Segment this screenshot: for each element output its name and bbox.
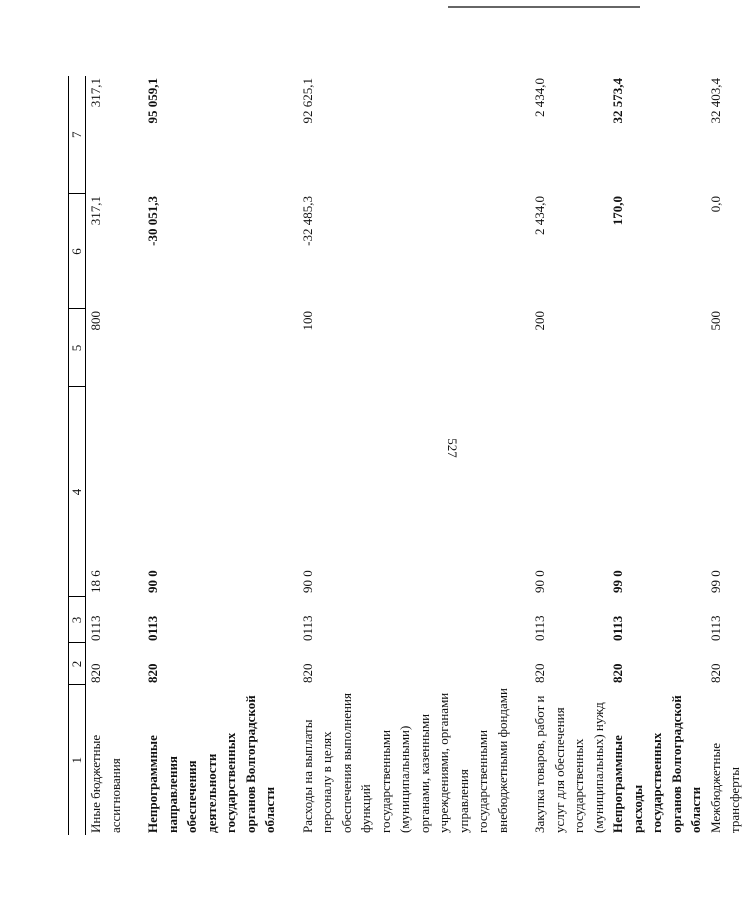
- cell-type: [608, 309, 706, 387]
- cell-code: 820: [532, 663, 547, 683]
- cell-total: 317,1: [88, 78, 103, 108]
- table-row: [608, 76, 706, 835]
- cell-target: 99 0: [707, 570, 723, 593]
- row-name: Расходы на выплаты персоналу в целях обеспечения выполнения функций государственными (муниципальными) органами, казенными учреждениями, органами управления государственными внебюджетными фондами: [299, 688, 510, 833]
- cell-target: 90 0: [532, 570, 547, 593]
- col-header-5: 5: [69, 309, 86, 387]
- cell-section: 0113: [532, 615, 547, 641]
- cell-code: 820: [145, 663, 160, 683]
- cell-target: 90 0: [145, 570, 160, 593]
- table-row: [298, 76, 513, 835]
- col-header-2: 2: [69, 643, 86, 685]
- cell-section: 0113: [610, 615, 625, 641]
- col-header-6: 6: [69, 194, 86, 309]
- cell-target: 99 0: [610, 570, 625, 593]
- cell-change: 170,0: [610, 196, 625, 226]
- budget-table: [68, 76, 745, 835]
- cell-total: 2 434,0: [532, 78, 547, 117]
- cell-type: 500: [707, 311, 723, 331]
- cell-change: 317,1: [88, 196, 103, 226]
- cell-total: 32 573,4: [610, 78, 625, 124]
- row-name: Непрограммные направления обеспечения деятельности государственных органов Волгоградской области: [145, 695, 277, 833]
- cell-target: 18 6: [88, 570, 103, 593]
- cell-change: -32 485,3: [299, 196, 315, 246]
- top-rule: [448, 6, 640, 8]
- cell-section: 0113: [707, 615, 723, 641]
- header-row: [69, 76, 86, 835]
- cell-total: 32 403,4: [707, 78, 723, 124]
- cell-code: 820: [299, 663, 315, 683]
- row-name: Непрограммные расходы государственных органов Волгоградской области: [610, 695, 703, 833]
- cell-change: 0,0: [707, 196, 723, 213]
- cell-code: 820: [88, 663, 103, 683]
- cell-total: 92 625,1: [299, 78, 315, 124]
- cell-section: 0113: [299, 615, 315, 641]
- cell-type: 100: [299, 311, 315, 331]
- cell-total: 95 059,1: [145, 78, 160, 124]
- row-name: Иные бюджетные ассигнования: [88, 734, 123, 833]
- cell-code: 820: [610, 663, 625, 683]
- page-number: 527: [444, 438, 460, 458]
- cell-section: 0113: [88, 615, 103, 641]
- col-header-1: 1: [69, 685, 86, 835]
- table-row: [530, 76, 608, 835]
- cell-type: 200: [532, 311, 547, 331]
- cell-change: -30 051,3: [145, 196, 160, 246]
- rotated-table-container: [68, 76, 742, 835]
- col-header-4: 4: [69, 387, 86, 597]
- col-header-3: 3: [69, 597, 86, 643]
- table-row: [706, 76, 745, 835]
- cell-type: [143, 309, 280, 387]
- cell-change: 2 434,0: [532, 196, 547, 235]
- row-name: Закупка товаров, работ и услуг для обеспечения государственных (муниципальных) нужд: [532, 695, 606, 833]
- col-header-7: 7: [69, 76, 86, 194]
- table-row: [86, 76, 126, 835]
- row-name: Межбюджетные трансферты: [707, 743, 742, 833]
- cell-type: 800: [88, 311, 103, 331]
- cell-target: 90 0: [299, 570, 315, 593]
- cell-code: 820: [707, 663, 723, 683]
- table-row: [143, 76, 280, 835]
- cell-section: 0113: [145, 615, 160, 641]
